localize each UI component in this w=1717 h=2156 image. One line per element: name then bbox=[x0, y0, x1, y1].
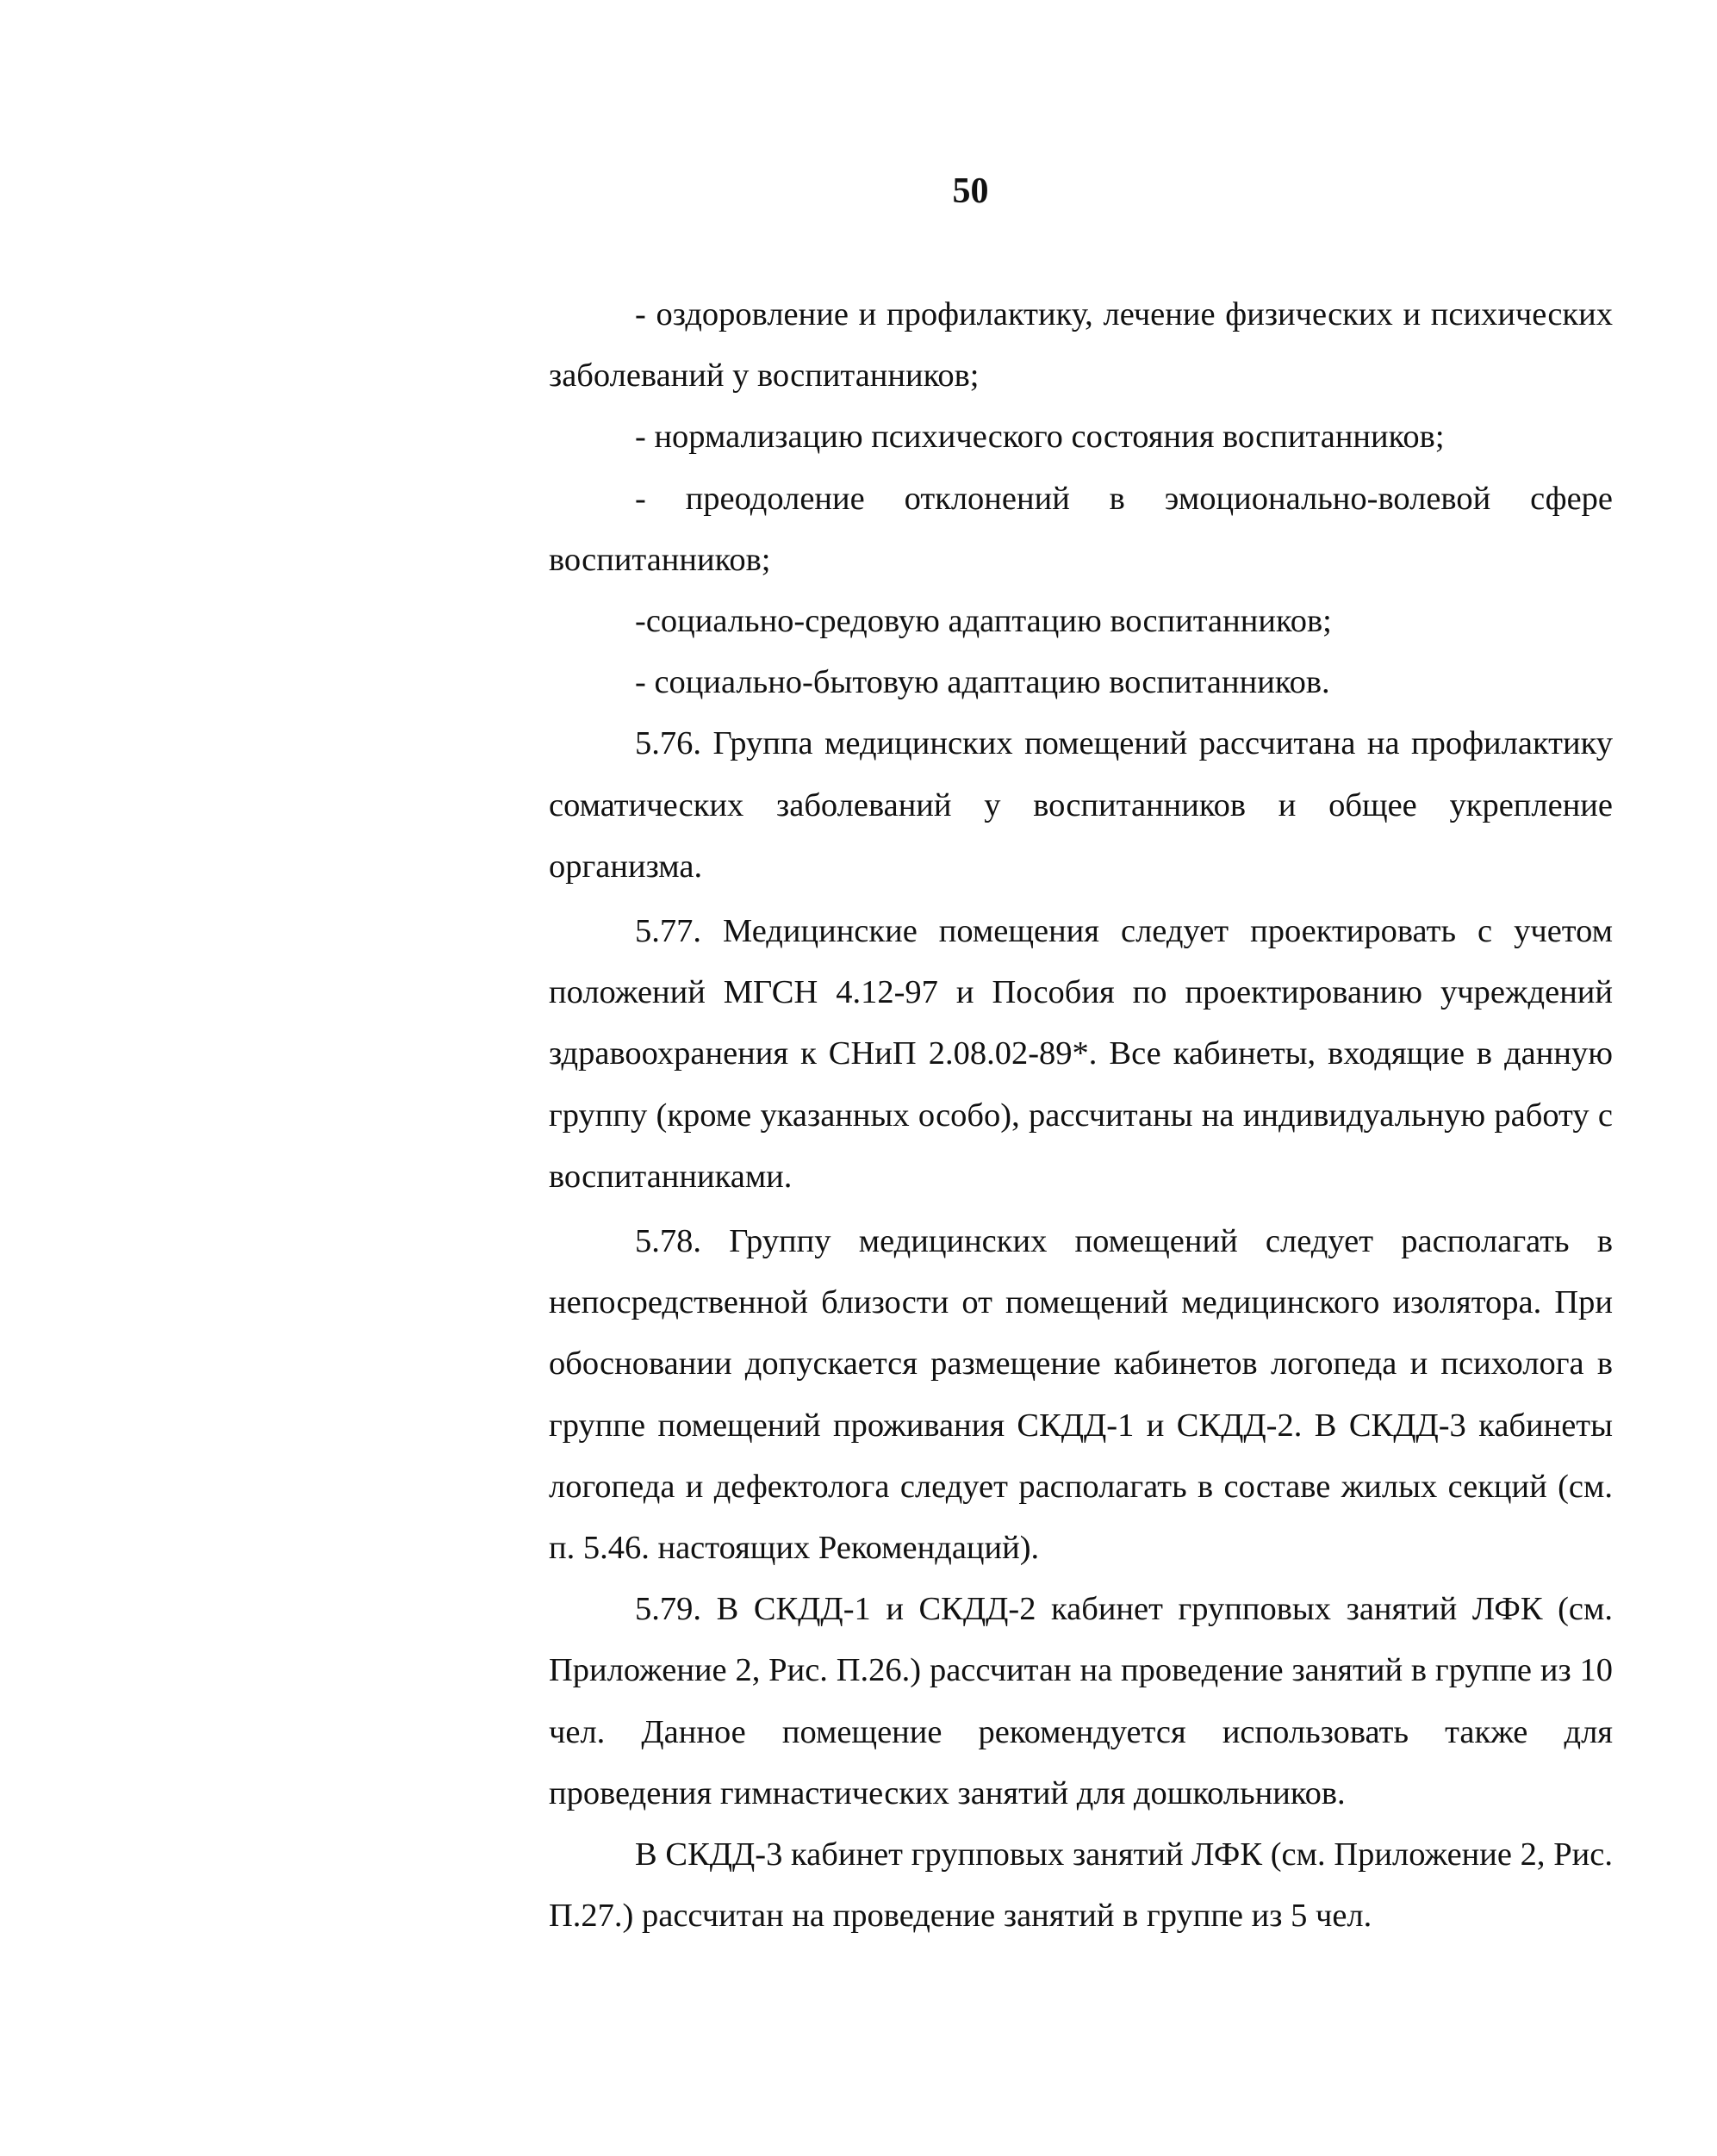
paragraph-5-77: 5.77. Медицинские помещения следует проектировать с учетом положений МГСН 4.12-97 и Пособия по проектированию учреждений здравоохранения к СНиП 2.08.02-89*. Все кабинеты, входящие в данную группу (кроме указанных особо), рассчитаны на индивидуальную работу с воспитанниками. bbox=[549, 913, 1613, 1195]
paragraph-5-76: 5.76. Группа медицинских помещений рассчитана на профилактику соматических заболеваний у воспитанников и общее укрепление организма. bbox=[549, 725, 1613, 885]
paragraph-skdd-3-lfk: В СКДД-3 кабинет групповых занятий ЛФК (см. Приложение 2, Рис. П.27.) рассчитан на проведение занятий в группе из 5 чел. bbox=[549, 1836, 1613, 1935]
paragraph-social-environment: -социально-средовую адаптацию воспитанников; bbox=[635, 603, 1332, 640]
document-body bbox=[549, 284, 1613, 1947]
paragraph-mental-state: - нормализацию психического состояния воспитанников; bbox=[635, 419, 1445, 456]
page-number: 50 bbox=[952, 171, 989, 211]
paragraph-5-78: 5.78. Группу медицинских помещений следует располагать в непосредственной близости от помещений медицинского изолятора. При обосновании допускается размещение кабинетов логопеда и психолога в группе помещений проживания СКДД-1 и СКДД-2. В СКДД-3 кабинеты логопеда и дефектолога следует располагать в составе жилых секций (см. п. 5.46. настоящих Рекомендаций). bbox=[549, 1223, 1613, 1567]
paragraph-social-household: - социально-бытовую адаптацию воспитанников. bbox=[635, 664, 1330, 701]
paragraph-health-prevention: - оздоровление и профилактику, лечение физических и психических заболеваний у воспитанников; bbox=[549, 296, 1613, 395]
paragraph-emotional-sphere: - преодоление отклонений в эмоционально-волевой сфере воспитанников; bbox=[549, 480, 1613, 578]
paragraph-5-79: 5.79. В СКДД-1 и СКДД-2 кабинет групповых занятий ЛФК (см. Приложение 2, Рис. П.26.) рассчитан на проведение занятий в группе из 10 чел. Данное помещение рекомендуется использовать также для проведения гимнастических занятий для дошкольников. bbox=[549, 1591, 1613, 1811]
